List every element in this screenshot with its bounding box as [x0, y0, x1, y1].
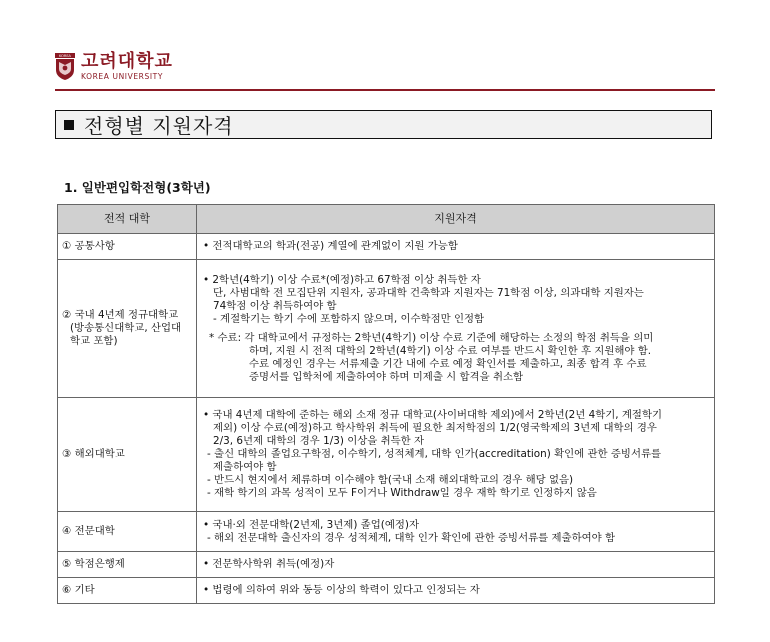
logo-korean-name: 고려대학교: [81, 51, 173, 73]
column-header-requirements: 지원자격: [197, 205, 715, 234]
table-row: [58, 512, 715, 552]
header-divider: [55, 89, 715, 91]
requirement-cell: • 국내 4년제 대학에 준하는 해외 소재 정규 대학교(사이버대학 제외)에서 2학년(2년 4학기, 계절학기 제외) 이상 수료(예정)하고 학사학위 취득에 필요한 최저학점의 1/2(영국학제의 3년제 대학의 경우 2/3, 6년제 대학의 경우 1/3) 이상을 취득한 자 - 출신 대학의 졸업요구학점, 이수학기, 성적체계, 대학 인가(accreditation) 확인에 관한 증빙서류를 제출하여야 함 - 반드시 현지에서 체류하며 이수해야 함(국내 소재 해외대학교의 경우 해당 없음) - 재학 학기의 과목 성적이 모두 F이거나 Withdraw일 경우 재학 학기로 인정하지 않음: [197, 398, 715, 512]
square-bullet-icon: [64, 120, 74, 130]
crest-icon: [55, 53, 75, 81]
svg-text:KOREA: KOREA: [59, 54, 71, 58]
category-cell: ② 국내 4년제 정규대학교 (방송통신대학교, 산업대 학교 포함): [58, 260, 197, 398]
table-row: [58, 260, 715, 398]
table-row: [58, 398, 715, 512]
table-header-row: [58, 205, 715, 234]
university-logo: [55, 52, 173, 82]
table-row: [58, 552, 715, 578]
eligibility-table: [57, 204, 715, 604]
requirement-cell: • 전문학사학위 취득(예정)자: [197, 552, 715, 578]
table-row: [58, 234, 715, 260]
column-header-university: 전적 대학: [58, 205, 197, 234]
category-cell: ① 공통사항: [58, 234, 197, 260]
category-cell: ⑥ 기타: [58, 578, 197, 604]
requirement-cell: • 국내·외 전문대학(2년제, 3년제) 졸업(예정)자 - 해외 전문대학 출신자의 경우 성적체계, 대학 인가 확인에 관한 증빙서류를 제출하여야 함: [197, 512, 715, 552]
requirement-cell: • 전적대학교의 학과(전공) 계열에 관계없이 지원 가능함: [197, 234, 715, 260]
category-cell: ③ 해외대학교: [58, 398, 197, 512]
section-header: [55, 110, 712, 139]
requirement-cell: • 법령에 의하여 위와 동등 이상의 학력이 있다고 인정되는 자: [197, 578, 715, 604]
table-row: [58, 578, 715, 604]
category-cell: ④ 전문대학: [58, 512, 197, 552]
requirement-cell: • 2학년(4학기) 이상 수료*(예정)하고 67학점 이상 취득한 자 단, 사범대학 전 모집단위 지원자, 공과대학 건축학과 지원자는 71학점 이상, 의과대학 지원자는 74학점 이상 취득하여야 함 - 계절학기는 학기 수에 포함하지 않으며, 이수학점만 인정함 * 수료: 각 대학교에서 규정하는 2학년(4학기) 이상 수료 기준에 해당하는 소정의 학점 취득을 의미 하며, 지원 시 전적 대학의 2학년(4학기) 이상 수료 여부를 반드시 확인한 후 지원해야 함. 수료 예정인 경우는 서류제출 기간 내에 수료 예정 확인서를 제출하고, 최종 합격 후 수료 증명서를 입학처에 제출하여야 하며 미제출 시 합격을 취소함: [197, 260, 715, 398]
logo-english-name: KOREA UNIVERSITY: [81, 72, 164, 82]
section-title: 전형별 지원자격: [84, 114, 234, 138]
subsection-title: 1. 일반편입학전형(3학년): [64, 180, 211, 195]
category-cell: ⑤ 학점은행제: [58, 552, 197, 578]
